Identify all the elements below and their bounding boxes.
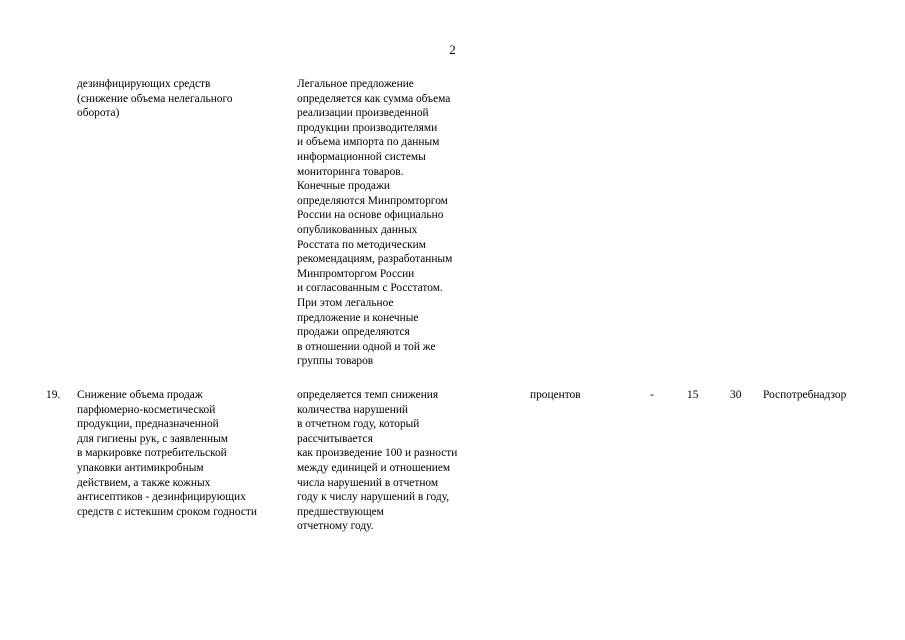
row-continued-indicator-cell: дезинфицирующих средств (снижение объема нелегального оборота) [77,78,233,120]
row-19-number-cell: 19. [46,389,61,401]
row-continued-method-cell: Легальное предложение определяется как сумма объема реализации произведенной продукции производителями и объема импорта по данным информационной системы мониторинга товаров. Конечные продажи определяются Минпромторгом России на основе официально опубликованных данных Росстата по методическим рекомендациям, разработанным Минпромторгом России и согласованным с Росстатом. При этом легальное предложение и конечные продажи определяются в отношении одной и той же группы товаров [297,78,453,368]
row-19-responsible-cell: Роспотребнадзор [763,389,847,401]
row-19-unit-cell: процентов [530,389,581,401]
page-number: 2 [449,42,456,57]
row-19-value-1-cell: 15 [687,389,699,401]
row-19-value-2-cell: 30 [730,389,742,401]
row-19-method-cell: определяется темп снижения количества нарушений в отчетном году, который рассчитывается как произведение 100 и разности между единицей и отношением числа нарушений в отчетном году к числу нарушений в году, предшествующем отчетному году. [297,389,458,533]
row-19-base-value-cell: - [650,389,654,401]
row-19-indicator-cell: Снижение объема продаж парфюмерно-косметической продукции, предназначенной для гигиены рук, с заявленным в маркировке потребительской упаковки антимикробным действием, а также кожных антисептиков - дезинфицирующих средств с истекшим сроком годности [77,389,257,518]
